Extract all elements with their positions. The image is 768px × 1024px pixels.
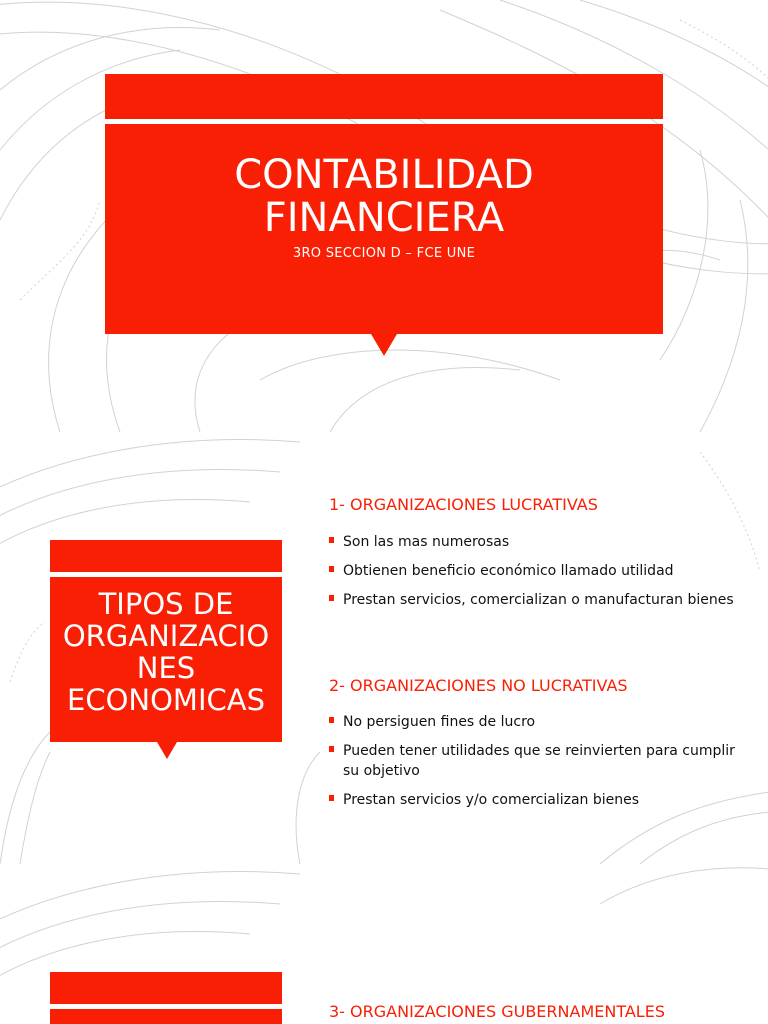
section-heading: 3- ORGANIZACIONES GUBERNAMENTALES (329, 1002, 665, 1021)
bullet-square-icon (329, 566, 334, 572)
title-box-pointer (371, 334, 397, 356)
section-no-lucrativas (329, 676, 749, 819)
list-item-text: Prestan servicios y/o comercializan bienes (343, 792, 640, 808)
bullet-square-icon (329, 537, 334, 543)
slide-title-line: ECONOMICAS (67, 683, 265, 717)
list-item (329, 712, 749, 732)
slide-1 (0, 0, 768, 432)
list-item (329, 590, 749, 610)
bullet-list (329, 712, 749, 810)
list-item-text: Prestan servicios, comercializan o manufacturan bienes (343, 592, 734, 608)
slide-title (50, 588, 282, 716)
section-lucrativas (329, 495, 749, 619)
bullet-square-icon (329, 746, 334, 752)
title-accent-bar (105, 74, 663, 119)
section-gubernamentales (329, 1002, 749, 1021)
list-item-text: Son las mas numerosas (343, 534, 510, 550)
slide-title-line: NES (136, 651, 196, 685)
slide-subtitle: 3RO SECCION D – FCE UNE (292, 246, 476, 261)
slide-title-line: FINANCIERA (263, 195, 505, 241)
slide-title-line: CONTABILIDAD (234, 152, 534, 198)
bullet-square-icon (329, 795, 334, 801)
list-item (329, 741, 749, 781)
section-heading: 1- ORGANIZACIONES LUCRATIVAS (329, 495, 598, 514)
title-accent-bar (50, 540, 282, 572)
bullet-list (329, 532, 749, 610)
title-box-pointer (157, 742, 177, 759)
title-accent-bar (50, 972, 282, 1004)
list-item (329, 790, 749, 810)
bullet-square-icon (329, 717, 334, 723)
section-heading: 2- ORGANIZACIONES NO LUCRATIVAS (329, 676, 628, 695)
list-item-text: No persiguen fines de lucro (343, 714, 536, 730)
slide-title-line: ORGANIZACIO (62, 619, 270, 653)
title-box (50, 1009, 282, 1024)
list-item-text: Obtienen beneficio económico llamado utilidad (343, 563, 674, 579)
slide-3 (0, 864, 768, 1024)
list-item-text: Pueden tener utilidades que se reinvierten para cumplir su objetivo (343, 743, 735, 779)
slide-2 (0, 432, 768, 864)
list-item (329, 561, 749, 581)
list-item (329, 532, 749, 552)
slide-title-line: TIPOS DE (98, 587, 234, 621)
slide-title (105, 154, 663, 240)
bullet-square-icon (329, 595, 334, 601)
